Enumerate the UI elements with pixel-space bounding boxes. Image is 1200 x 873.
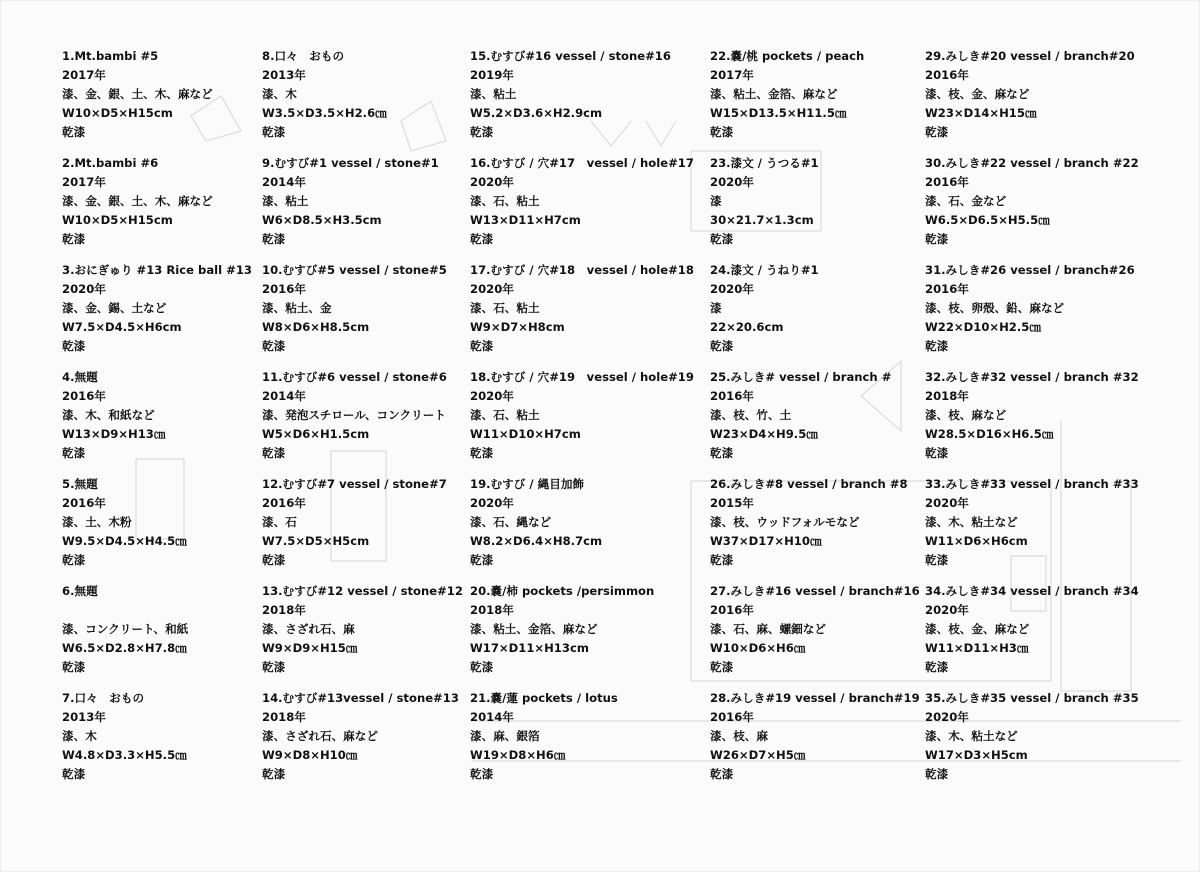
work-technique: 乾漆 [470, 767, 494, 781]
work-year: 2020年 [925, 496, 969, 510]
work-title: 5.無題 [62, 477, 98, 491]
work-year: 2017年 [710, 68, 754, 82]
work-dimensions: W6.5×D6.5×H5.5㎝ [925, 213, 1050, 227]
work-year: 2018年 [262, 603, 306, 617]
work-materials: 漆、石、粘土 [470, 408, 540, 422]
work-technique: 乾漆 [925, 767, 949, 781]
work-year: 2015年 [710, 496, 754, 510]
work-dimensions: W17×D3×H5cm [925, 748, 1028, 762]
catalog-entry [710, 368, 920, 475]
work-materials: 漆、金、錫、土など [62, 301, 167, 315]
work-materials: 漆、金、銀、土、木、麻など [62, 87, 213, 101]
work-dimensions: W23×D14×H15㎝ [925, 106, 1037, 120]
work-title: 10.むすび#5 vessel / stone#5 [262, 263, 447, 277]
work-dimensions: W8.2×D6.4×H8.7cm [470, 534, 603, 548]
catalog-entry [262, 47, 472, 154]
work-technique: 乾漆 [62, 767, 86, 781]
work-materials: 漆、石、粘土 [470, 301, 540, 315]
work-dimensions: W17×D11×H13cm [470, 641, 589, 655]
work-dimensions: W13×D9×H13㎝ [62, 427, 166, 441]
work-year: 2017年 [62, 68, 106, 82]
work-technique: 乾漆 [262, 232, 286, 246]
work-year: 2018年 [925, 389, 969, 403]
work-technique: 乾漆 [710, 125, 734, 139]
work-dimensions: W23×D4×H9.5㎝ [710, 427, 818, 441]
work-title: 11.むすび#6 vessel / stone#6 [262, 370, 447, 384]
work-technique: 乾漆 [710, 446, 734, 460]
catalog-entry [470, 154, 694, 261]
work-year: 2014年 [470, 710, 514, 724]
work-title: 22.嚢/桃 pockets / peach [710, 49, 865, 63]
work-title: 14.むすび#13vessel / stone#13 [262, 691, 459, 705]
work-technique: 乾漆 [925, 125, 949, 139]
work-title: 19.むすび / 縄目加飾 [470, 477, 585, 491]
work-technique: 乾漆 [470, 660, 494, 674]
work-year: 2020年 [470, 282, 514, 296]
catalog-entry [470, 368, 694, 475]
work-materials: 漆 [710, 194, 722, 208]
work-title: 13.むすび#12 vessel / stone#12 [262, 584, 463, 598]
work-materials: 漆、石、粘土 [470, 194, 540, 208]
work-materials: 漆、石 [262, 515, 297, 529]
work-year: 2020年 [470, 496, 514, 510]
work-year: 2020年 [925, 710, 969, 724]
work-technique: 乾漆 [470, 339, 494, 353]
work-dimensions: W6×D8.5×H3.5cm [262, 213, 382, 227]
work-materials: 漆、土、木粉 [62, 515, 132, 529]
work-dimensions: W5.2×D3.6×H2.9cm [470, 106, 603, 120]
work-materials: 漆、枝、卵殻、鉛、麻など [925, 301, 1065, 315]
work-title: 33.みしき#33 vessel / branch #33 [925, 477, 1139, 491]
work-title: 20.嚢/柿 pockets /persimmon [470, 584, 655, 598]
work-materials: 漆、麻、銀箔 [470, 729, 540, 743]
catalog-column [470, 47, 694, 796]
catalog-column [62, 47, 272, 796]
work-year: 2013年 [262, 68, 306, 82]
work-technique: 乾漆 [925, 339, 949, 353]
catalog-entry [470, 475, 680, 582]
work-materials: 漆、枝、竹、土 [710, 408, 792, 422]
work-materials: 漆、粘土 [262, 194, 309, 208]
work-title: 21.嚢/蓮 pockets / lotus [470, 691, 618, 705]
work-dimensions: W19×D8×H6㎝ [470, 748, 566, 762]
work-year: 2020年 [710, 282, 754, 296]
work-materials: 漆 [710, 301, 722, 315]
work-technique: 乾漆 [262, 339, 286, 353]
catalog-entry [262, 261, 472, 368]
work-year: 2014年 [262, 175, 306, 189]
work-title: 9.むすび#1 vessel / stone#1 [262, 156, 439, 170]
work-title: 34.みしき#34 vessel / branch #34 [925, 584, 1139, 598]
catalog-entry [925, 154, 1139, 261]
catalog-entry [925, 368, 1139, 475]
catalog-entry [925, 475, 1139, 582]
work-title: 32.みしき#32 vessel / branch #32 [925, 370, 1139, 384]
work-dimensions: W37×D17×H10㎝ [710, 534, 822, 548]
work-title: 6.無題 [62, 584, 98, 598]
work-technique: 乾漆 [62, 553, 86, 567]
work-year: 2014年 [262, 389, 306, 403]
work-dimensions: W6.5×D2.8×H7.8㎝ [62, 641, 187, 655]
work-dimensions: W5×D6×H1.5cm [262, 427, 370, 441]
work-title: 8.口々 おもの [262, 49, 345, 63]
catalog-entry [710, 582, 920, 689]
catalog-entry [262, 368, 472, 475]
work-technique: 乾漆 [262, 767, 286, 781]
work-dimensions: W28.5×D16×H6.5㎝ [925, 427, 1054, 441]
catalog-entry [710, 689, 920, 796]
work-title: 27.みしき#16 vessel / branch#16 [710, 584, 920, 598]
work-dimensions: W7.5×D4.5×H6cm [62, 320, 182, 334]
work-materials: 漆、粘土 [470, 87, 517, 101]
catalog-column [710, 47, 920, 796]
work-technique: 乾漆 [925, 446, 949, 460]
catalog-entry [710, 261, 920, 368]
work-technique: 乾漆 [470, 446, 494, 460]
work-title: 16.むすび / 穴#17 vessel / hole#17 [470, 156, 694, 170]
work-dimensions: W11×D6×H6cm [925, 534, 1028, 548]
work-technique: 乾漆 [925, 232, 949, 246]
work-dimensions: 30×21.7×1.3cm [710, 213, 814, 227]
work-materials: 漆、粘土、金 [262, 301, 332, 315]
work-technique: 乾漆 [710, 553, 734, 567]
work-year: 2018年 [262, 710, 306, 724]
work-year: 2016年 [262, 496, 306, 510]
work-year: 2020年 [62, 282, 106, 296]
work-title: 2.Mt.bambi #6 [62, 156, 159, 170]
work-materials: 漆、枝、ウッドフォルモなど [710, 515, 860, 529]
work-technique: 乾漆 [62, 660, 86, 674]
catalog-entry [470, 689, 680, 796]
catalog-entry [925, 689, 1139, 796]
catalog-entry [262, 582, 472, 689]
work-materials: 漆、粘土、金箔、麻など [710, 87, 838, 101]
catalog-entry [62, 368, 272, 475]
work-materials: 漆、木 [262, 87, 297, 101]
work-dimensions: W9×D9×H15㎝ [262, 641, 358, 655]
work-dimensions: 22×20.6cm [710, 320, 784, 334]
catalog-entry [62, 582, 272, 689]
work-dimensions: W10×D6×H6㎝ [710, 641, 806, 655]
catalog-entry [925, 47, 1135, 154]
catalog-entry [262, 689, 472, 796]
work-technique: 乾漆 [710, 232, 734, 246]
catalog-entry [62, 261, 272, 368]
work-year: 2020年 [925, 603, 969, 617]
work-technique: 乾漆 [62, 339, 86, 353]
work-technique: 乾漆 [925, 660, 949, 674]
work-title: 4.無題 [62, 370, 98, 384]
work-title: 35.みしき#35 vessel / branch #35 [925, 691, 1139, 705]
catalog-entry [62, 475, 272, 582]
catalog-entry [62, 689, 272, 796]
work-year: 2016年 [62, 496, 106, 510]
work-title: 26.みしき#8 vessel / branch #8 [710, 477, 908, 491]
catalog-entry [925, 582, 1139, 689]
catalog-entry [470, 47, 680, 154]
work-materials: 漆、枝、金、麻など [925, 87, 1030, 101]
work-materials: 漆、発泡スチロール、コンクリート [262, 408, 446, 422]
work-technique: 乾漆 [470, 232, 494, 246]
work-technique: 乾漆 [710, 660, 734, 674]
work-dimensions: W10×D5×H15cm [62, 106, 173, 120]
work-technique: 乾漆 [262, 125, 286, 139]
work-year: 2020年 [710, 175, 754, 189]
catalog-entry [710, 475, 920, 582]
work-materials: 漆、枝、金、麻など [925, 622, 1030, 636]
work-title: 29.みしき#20 vessel / branch#20 [925, 49, 1135, 63]
catalog-entry [470, 582, 680, 689]
catalog-entry [262, 475, 472, 582]
work-year: 2016年 [710, 603, 754, 617]
work-dimensions: W22×D10×H2.5㎝ [925, 320, 1041, 334]
catalog-columns [1, 1, 1200, 873]
work-dimensions: W8×D6×H8.5cm [262, 320, 370, 334]
work-dimensions: W4.8×D3.3×H5.5㎝ [62, 748, 187, 762]
work-dimensions: W7.5×D5×H5cm [262, 534, 370, 548]
work-title: 17.むすび / 穴#18 vessel / hole#18 [470, 263, 694, 277]
work-materials: 漆、さざれ石、麻 [262, 622, 355, 636]
work-dimensions: W26×D7×H5㎝ [710, 748, 806, 762]
work-title: 23.漆文 / うつる#1 [710, 156, 819, 170]
catalog-entry [262, 154, 472, 261]
work-title: 30.みしき#22 vessel / branch #22 [925, 156, 1139, 170]
work-technique: 乾漆 [710, 339, 734, 353]
work-dimensions: W10×D5×H15cm [62, 213, 173, 227]
work-technique: 乾漆 [62, 232, 86, 246]
work-technique: 乾漆 [62, 125, 86, 139]
work-materials: 漆、木、粘土など [925, 515, 1018, 529]
work-materials: 漆、木、和紙など [62, 408, 155, 422]
work-year: 2019年 [470, 68, 514, 82]
work-materials: 漆、粘土、金箔、麻など [470, 622, 598, 636]
catalog-entry [925, 261, 1135, 368]
work-materials: 漆、枝、麻 [710, 729, 768, 743]
work-dimensions: W11×D11×H3㎝ [925, 641, 1029, 655]
work-title: 18.むすび / 穴#19 vessel / hole#19 [470, 370, 694, 384]
work-year: 2020年 [470, 389, 514, 403]
work-title: 3.おにぎゅり #13 Rice ball #13 [62, 263, 252, 277]
work-technique: 乾漆 [925, 553, 949, 567]
catalog-column [925, 47, 1139, 796]
work-year: 2016年 [262, 282, 306, 296]
work-title: 25.みしき# vessel / branch # [710, 370, 892, 384]
work-title: 15.むすび#16 vessel / stone#16 [470, 49, 671, 63]
work-year: 2016年 [925, 68, 969, 82]
catalog-entry [710, 47, 920, 154]
catalog-entry [470, 261, 694, 368]
work-materials: 漆、さざれ石、麻など [262, 729, 378, 743]
work-technique: 乾漆 [262, 660, 286, 674]
work-year: 2016年 [710, 710, 754, 724]
work-year: 2013年 [62, 710, 106, 724]
catalog-column [262, 47, 472, 796]
work-year: 2016年 [62, 389, 106, 403]
work-technique: 乾漆 [262, 446, 286, 460]
work-dimensions: W9.5×D4.5×H4.5㎝ [62, 534, 187, 548]
work-year: 2016年 [925, 282, 969, 296]
work-year: 2016年 [710, 389, 754, 403]
work-dimensions: W15×D13.5×H11.5㎝ [710, 106, 847, 120]
work-technique: 乾漆 [62, 446, 86, 460]
work-title: 1.Mt.bambi #5 [62, 49, 159, 63]
work-dimensions: W9×D7×H8cm [470, 320, 565, 334]
work-technique: 乾漆 [470, 125, 494, 139]
catalog-entry [62, 47, 272, 154]
work-materials: 漆、石、縄など [470, 515, 552, 529]
work-materials: 漆、枝、麻など [925, 408, 1007, 422]
work-year [62, 601, 272, 620]
work-materials: 漆、木 [62, 729, 97, 743]
work-materials: 漆、石、金など [925, 194, 1007, 208]
work-materials: 漆、木、粘土など [925, 729, 1018, 743]
work-title: 12.むすび#7 vessel / stone#7 [262, 477, 447, 491]
work-materials: 漆、金、銀、土、木、麻など [62, 194, 213, 208]
work-title: 31.みしき#26 vessel / branch#26 [925, 263, 1135, 277]
work-title: 24.漆文 / うねり#1 [710, 263, 819, 277]
work-dimensions: W3.5×D3.5×H2.6㎝ [262, 106, 387, 120]
work-materials: 漆、石、麻、螺鈿など [710, 622, 826, 636]
work-year: 2017年 [62, 175, 106, 189]
work-materials: 漆、コンクリート、和紙 [62, 622, 189, 636]
work-title: 28.みしき#19 vessel / branch#19 [710, 691, 920, 705]
catalog-entry [62, 154, 272, 261]
work-title: 7.口々 おもの [62, 691, 145, 705]
work-year: 2018年 [470, 603, 514, 617]
work-technique: 乾漆 [710, 767, 734, 781]
catalog-entry [710, 154, 920, 261]
work-technique: 乾漆 [470, 553, 494, 567]
work-technique: 乾漆 [262, 553, 286, 567]
work-year: 2020年 [470, 175, 514, 189]
work-dimensions: W9×D8×H10㎝ [262, 748, 358, 762]
work-year: 2016年 [925, 175, 969, 189]
work-dimensions: W11×D10×H7cm [470, 427, 581, 441]
work-dimensions: W13×D11×H7cm [470, 213, 581, 227]
